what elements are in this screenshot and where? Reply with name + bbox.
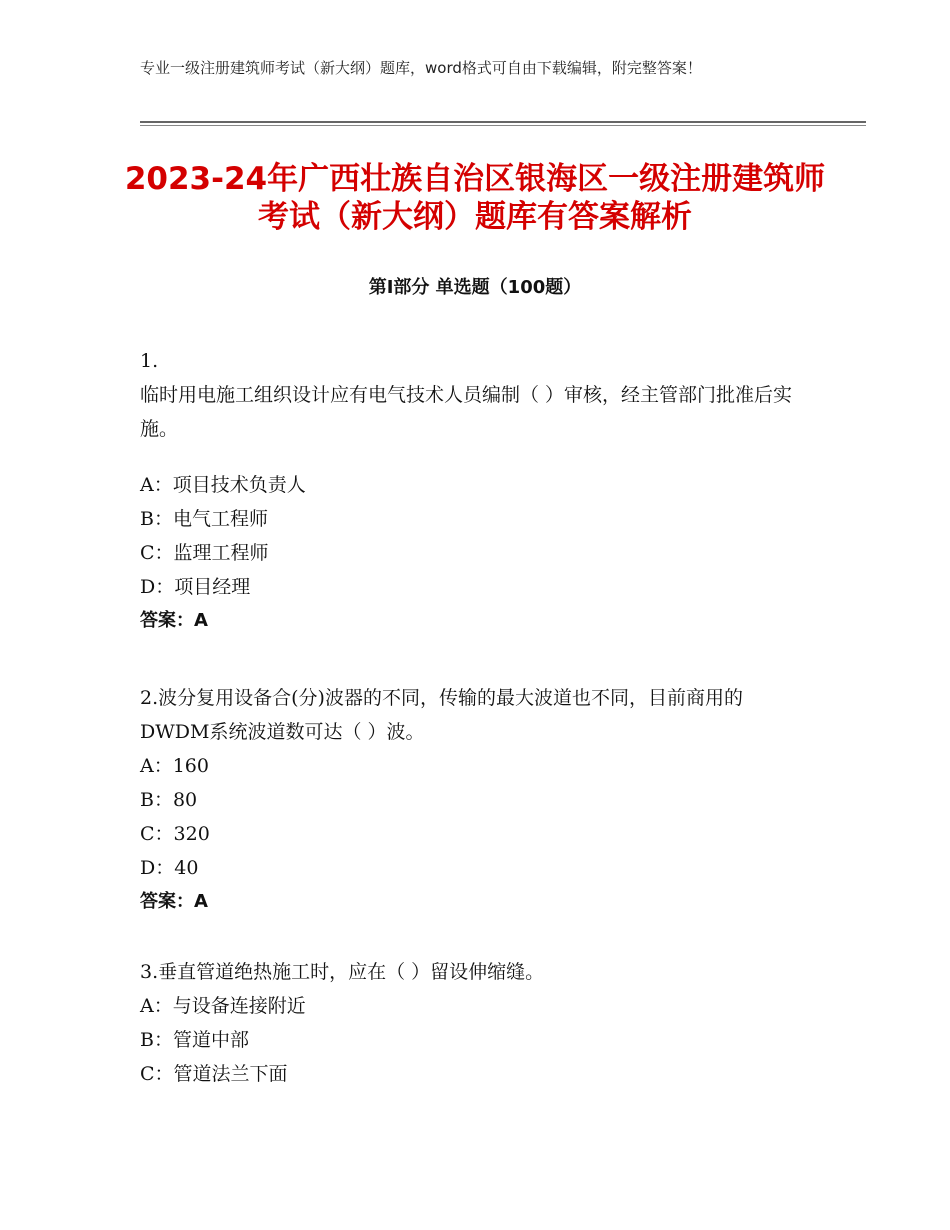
question-1 (140, 344, 810, 638)
answer-label: 答案：A (140, 610, 208, 631)
option-b: B：电气工程师 (140, 508, 268, 530)
question-stem: 临时用电施工组织设计应有电气技术人员编制（ ）审核，经主管部门批准后实施。 (140, 384, 793, 440)
option-d: D：40 (140, 857, 199, 879)
question-stem (140, 955, 810, 989)
question-number: 1. (140, 350, 159, 372)
header-divider-thin (140, 125, 866, 126)
section-title: 第Ⅰ部分 单选题（100题） (368, 277, 582, 298)
option-b: B：80 (140, 789, 198, 811)
question-number: 3. (140, 961, 159, 983)
document-title: 2023-24年广西壮族自治区银海区一级注册建筑师考试（新大纲）题库有答案解析 (124, 161, 826, 235)
question-3 (140, 955, 810, 1091)
option-a: A：160 (140, 755, 209, 777)
option-b: B：管道中部 (140, 1029, 249, 1051)
question-stem (140, 681, 810, 749)
option-c: C：管道法兰下面 (140, 1063, 288, 1085)
option-a: A：项目技术负责人 (140, 474, 306, 496)
answer-label: 答案：A (140, 891, 208, 912)
question-number: 2. (140, 687, 159, 709)
question-2 (140, 681, 810, 919)
option-a: A：与设备连接附近 (140, 995, 306, 1017)
option-c: C：320 (140, 823, 210, 845)
header-note: 专业一级注册建筑师考试（新大纲）题库，word格式可自由下载编辑，附完整答案！ (140, 59, 702, 77)
question-stem-text: 垂直管道绝热施工时，应在（ ）留设伸缩缝。 (158, 961, 545, 983)
header-divider (140, 121, 866, 123)
question-stem-text: 波分复用设备合(分)波器的不同，传输的最大波道也不同，目前商用的DWDM系统波道数可达（ ）波。 (140, 687, 743, 743)
option-d: D：项目经理 (140, 576, 251, 598)
option-c: C：监理工程师 (140, 542, 269, 564)
